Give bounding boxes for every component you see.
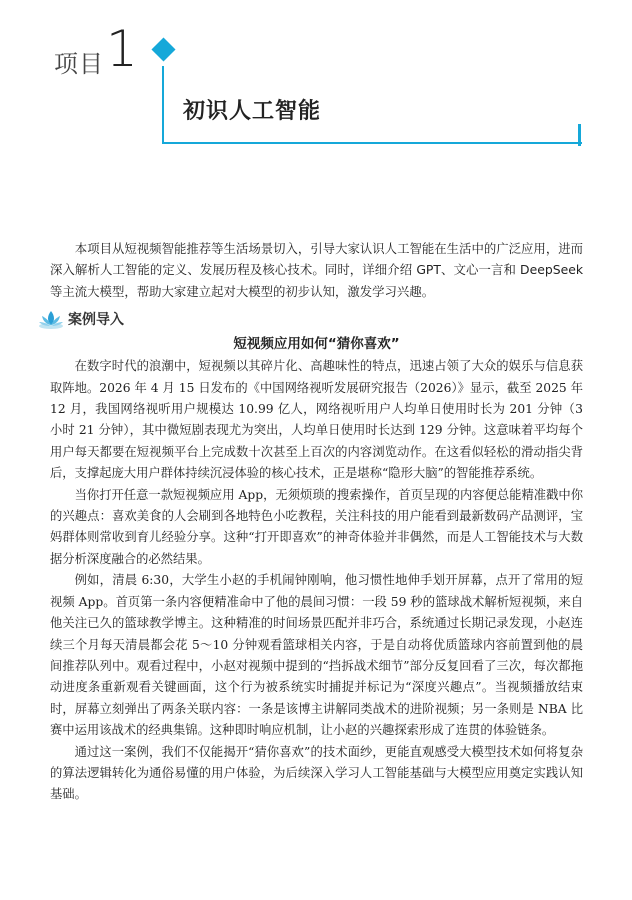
case-paragraph: 在数字时代的浪潮中，短视频以其碎片化、高趣味性的特点，迅速占领了大众的娱乐与信息获取阵地。2026 年 4 月 15 日发布的《中国网络视听发展研究报告（2026）》显示，截至 2025 年 12 月，我国网络视听用户规模达 10.99 亿人，网络视听用户人均单日使用时长为 201 分钟（3 小时 21 分钟），其中微短剧表现尤为突出，人均单日使用时长达到 129 分钟。这意味着平均每个用户每天都要在短视频平台上完成数十次甚至上百次的内容浏览动作。在这看似轻松的滑动指尖背后，支撑起庞大用户群体持续沉浸体验的核心技术，正是堪称“隐形大脑”的智能推荐系统。 bbox=[50, 359, 583, 481]
chapter-title: 初识人工智能 bbox=[183, 99, 322, 124]
case-paragraph: 例如，清晨 6:30，大学生小赵的手机闹钟刚响，他习惯性地伸手划开屏幕，点开了常用的短视频 App。首页第一条内容便精准命中了他的晨间习惯：一段 59 秒的篮球战术解析短视频，来自他关注已久的篮球教学博主。这种精准的时间场景匹配并非巧合，系统通过长期记录发现，小赵连续三个月每天清晨都会花 5～10 分钟观看篮球相关内容，于是自动将优质篮球内容前置到他的晨间推荐队列中。观看过程中，小赵对视频中提到的“挡拆战术细节”部分反复回看了三次，每次都拖动进度条重新观看关键画面，这个行为被系统实时捕捉并标记为“深度兴趣点”。当视频播放结束时，屏幕立刻弹出了两条关联内容：一条是该博主讲解同类战术的进阶视频；另一条则是 NBA 比赛中运用该战术的经典集锦。这种即时响应机制，让小赵的兴趣探索形成了连贯的体验链条。 bbox=[50, 573, 583, 738]
page-content bbox=[50, 238, 583, 806]
intro-section bbox=[50, 238, 583, 302]
case-title: 短视频应用如何“猜你喜欢” bbox=[233, 336, 400, 353]
case-paragraph: 当你打开任意一款短视频应用 App，无须烦琐的搜索操作，首页呈现的内容便总能精准戳中你的兴趣点：喜欢美食的人会刷到各地特色小吃教程，关注科技的用户能看到最新数码产品测评，宝妈群体则常收到育儿经验分享。这种“打开即喜欢”的神奇体验并非偶然，而是人工智能技术与大数据分析深度融合的必然结果。 bbox=[50, 487, 583, 566]
project-label: 项目 bbox=[54, 50, 104, 78]
intro-paragraph: 本项目从短视频智能推荐等生活场景切入，引导大家认识人工智能在生活中的广泛应用，进而深入解析人工智能的定义、发展历程及核心技术。同时，详细介绍 GPT、文心一言和 DeepSeek 等主流大模型，帮助大家建立起对大模型的初步认知，激发学习兴趣。 bbox=[50, 241, 583, 299]
case-section-heading bbox=[50, 306, 583, 332]
case-paragraph: 通过这一案例，我们不仅能揭开“猜你喜欢”的技术面纱，更能直观感受大模型技术如何将复杂的算法逻辑转化为通俗易懂的用户体验，为后续深入学习人工智能基础与大模型应用奠定实践认知基础。 bbox=[50, 744, 583, 802]
header-horizontal-rule bbox=[162, 142, 582, 144]
lotus-icon bbox=[38, 308, 64, 330]
header-vertical-rule bbox=[162, 66, 164, 144]
diamond-icon bbox=[151, 37, 175, 61]
project-number: 1 bbox=[106, 20, 138, 78]
header-end-marker bbox=[578, 124, 581, 146]
chapter-header bbox=[0, 0, 632, 160]
case-section-label: 案例导入 bbox=[68, 312, 124, 329]
case-body bbox=[50, 356, 583, 806]
